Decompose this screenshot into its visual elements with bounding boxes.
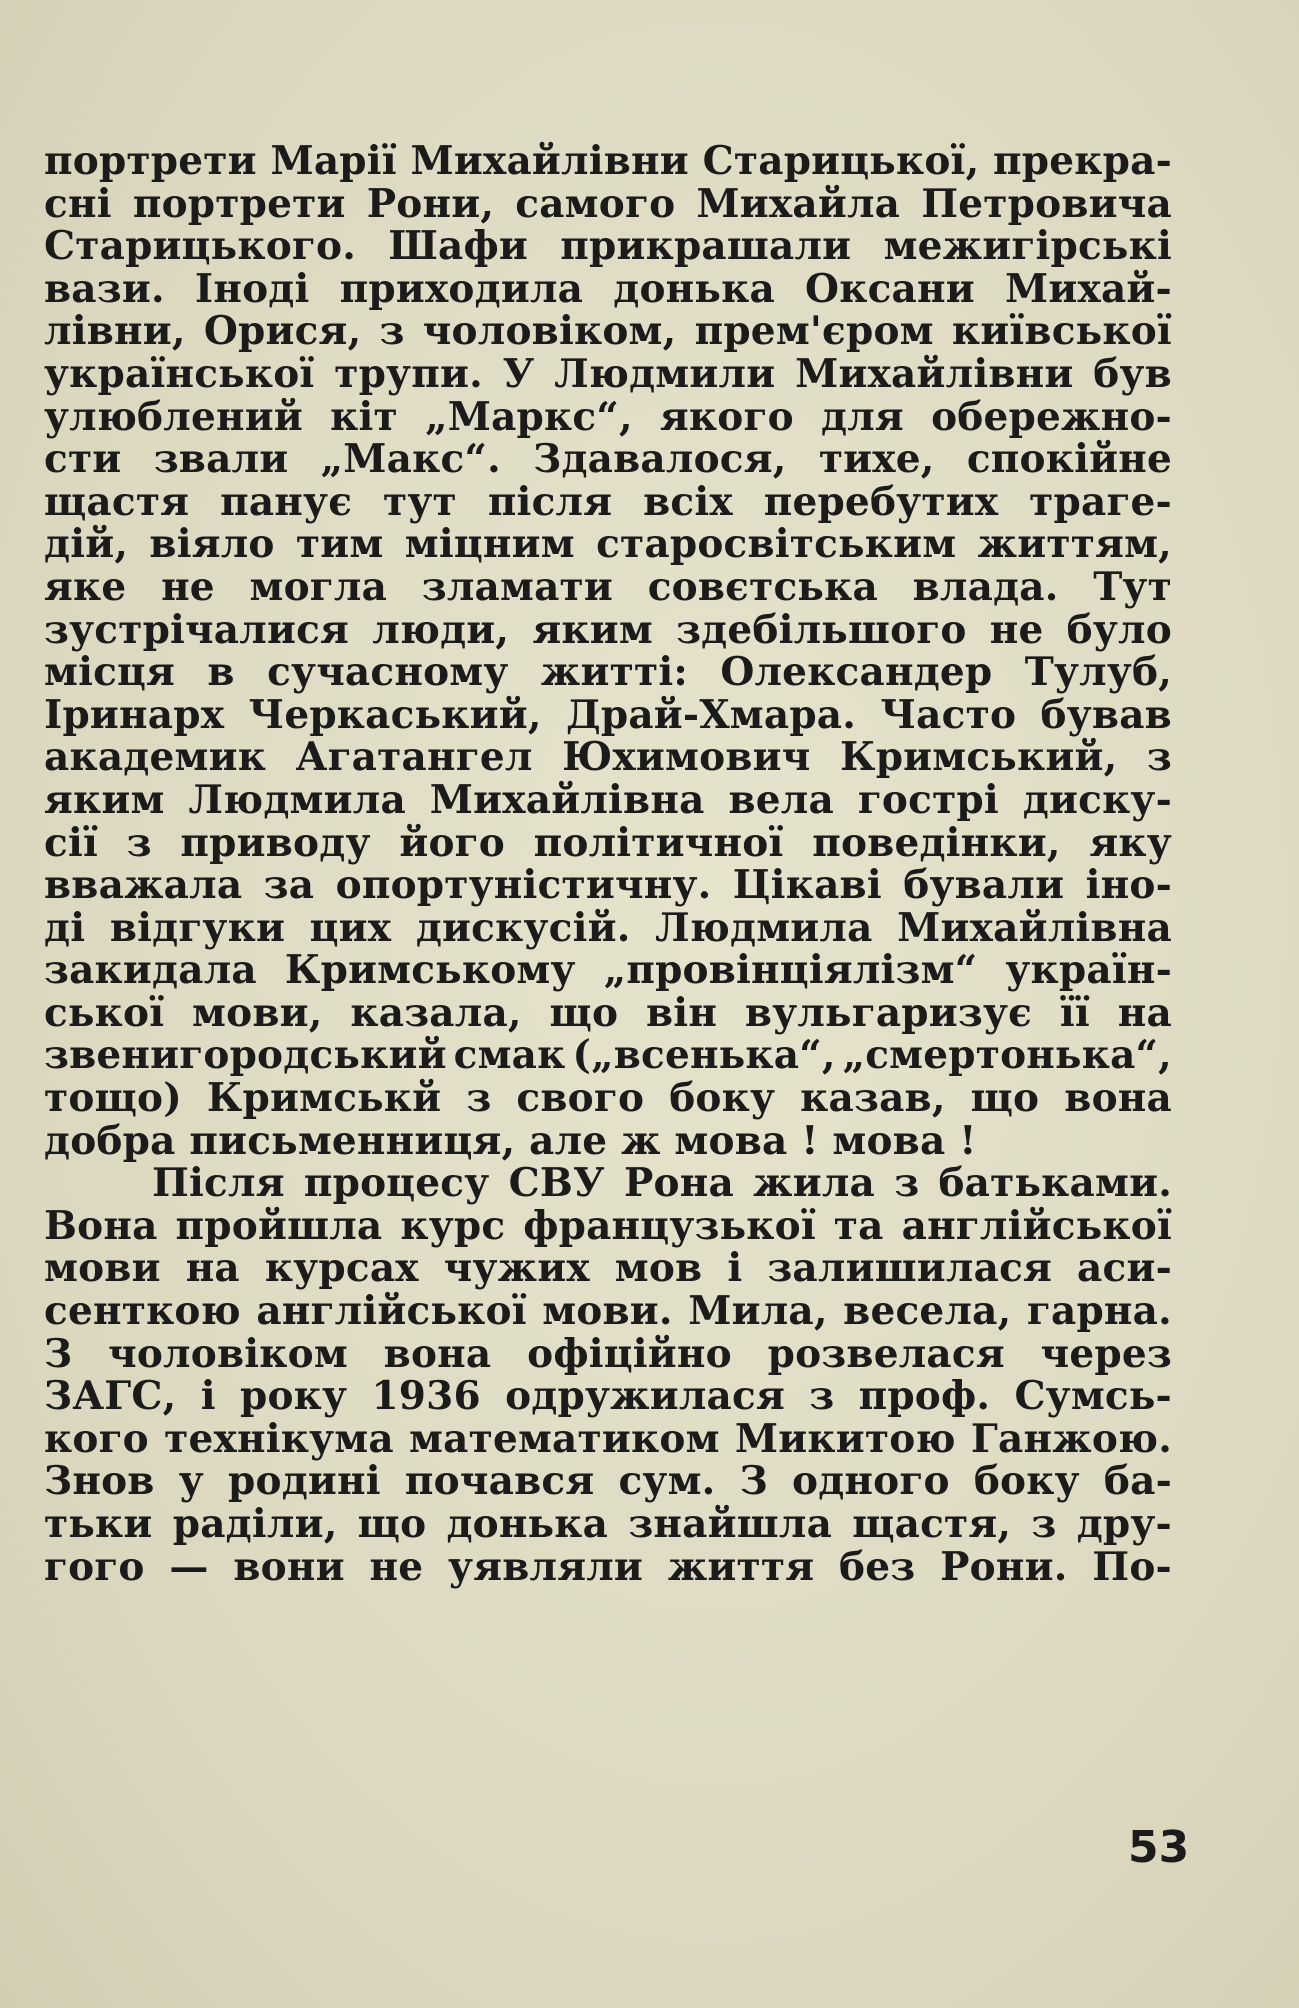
text-line: ЗАГС, і року 1936 одружилася з проф. Сумсь- <box>44 1373 1172 1420</box>
text-line: кого технікума математиком Микитою Ганжою. <box>44 1415 1172 1462</box>
text-line: Знов у родині почався сум. З одного боку ба- <box>44 1458 1172 1505</box>
text-line: Вона пройшла курс французької та англійської <box>44 1202 1172 1249</box>
text-line: місця в сучасному житті: Олександер Тулуб, <box>44 649 1172 696</box>
text-line: Старицького. Шафи прикрашали межигірські <box>44 223 1172 270</box>
page-number: 53 <box>1128 1822 1190 1873</box>
text-line: тьки раділи, що донька знайшла щастя, з дру- <box>44 1501 1172 1547</box>
text-line: зустрічалися люди, яким здебільшого не було <box>44 606 1172 653</box>
text-line: української трупи. У Людмили Михайлівни був <box>44 350 1172 397</box>
text-line: академик Агатангел Юхимович Кримський, з <box>44 734 1172 781</box>
text-line: тощо) Кримськй з свого боку казав, що вона <box>44 1075 1172 1122</box>
text-line: звенигородський смак („всенька“, „смертонька“, <box>44 1032 1172 1079</box>
text-line: яке не могла зламати совєтська влада. Тут <box>44 563 1172 610</box>
text-line: вважала за опортуністичну. Цікаві бували іно- <box>44 862 1172 909</box>
text-line: портрети Марії Михайлівни Старицької, прекра- <box>44 138 1172 184</box>
text-line: улюблений кіт „Маркс“, якого для обережно- <box>44 393 1172 440</box>
text-line: сії з приводу його політичної поведінки, яку <box>44 819 1172 866</box>
text-line: Іринарх Черкаський, Драй-Хмара. Часто бував <box>44 691 1172 738</box>
text-line: мови на курсах чужих мов і залишилася аси- <box>44 1245 1172 1292</box>
text-line: сти звали „Макс“. Здавалося, тихе, спокійне <box>44 436 1172 483</box>
text-line: ської мови, казала, що він вульгаризує її на <box>44 989 1172 1036</box>
text-line: вази. Іноді приходила донька Оксани Михай- <box>44 265 1172 312</box>
text-line: З чоловіком вона офіційно розвелася через <box>44 1330 1172 1377</box>
text-line: добра письменниця, але ж мова ! мова ! <box>44 1117 977 1164</box>
text-line: лівни, Орися, з чоловіком, прем'єром київської <box>44 308 1172 355</box>
text-line: щастя панує тут після всіх перебутих траге- <box>44 478 1172 525</box>
text-line: сенткою англійської мови. Мила, весела, гарна. <box>44 1288 1172 1335</box>
text-line: сні портрети Рони, самого Михайла Петровича <box>44 180 1172 227</box>
text-line: дій, віяло тим міцним старосвітським життям, <box>44 521 1172 568</box>
text-line: закидала Кримському „провінціялізм“ україн- <box>44 947 1172 994</box>
text-line: ді відгуки цих дискусій. Людмила Михайлівна <box>44 904 1172 951</box>
text-line: гого — вони не уявляли життя без Рони. По- <box>44 1543 1172 1590</box>
body-text <box>44 140 1172 1588</box>
text-line: яким Людмила Михайлівна вела гострі диску- <box>44 776 1172 823</box>
text-line: Після процесу СВУ Рона жила з батьками. <box>152 1160 1172 1207</box>
